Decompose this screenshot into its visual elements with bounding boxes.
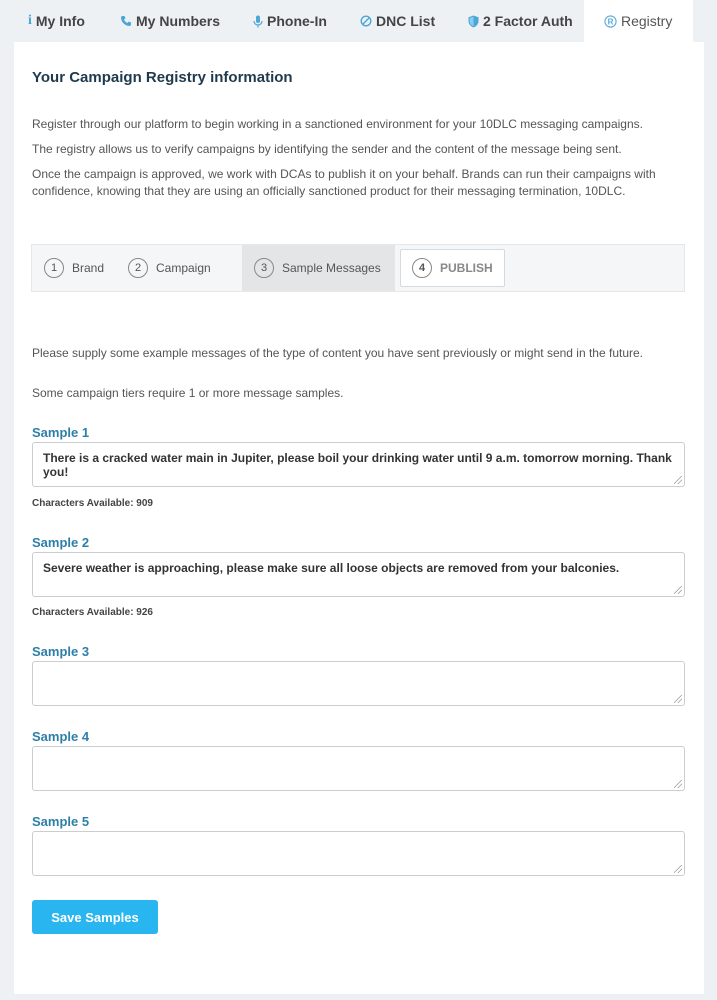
tab-my-info[interactable]: [0, 0, 94, 42]
phone-icon: [120, 15, 132, 27]
sample-1-label: Sample 1: [32, 425, 90, 440]
step-number: 3: [254, 258, 274, 278]
tab-my-numbers[interactable]: [94, 0, 235, 42]
resize-handle-icon[interactable]: [674, 695, 682, 703]
instructions-line-1: Please supply some example messages of the type of content you have sent previously or might send in the future.: [32, 346, 644, 360]
sample-2-characters-available: Characters Available: 926: [32, 607, 153, 618]
step-publish[interactable]: [400, 249, 505, 287]
tab-dnc-list[interactable]: [352, 0, 460, 42]
sample-3-label: Sample 3: [32, 644, 90, 659]
resize-handle-icon[interactable]: [674, 780, 682, 788]
sample-5-textarea[interactable]: [32, 831, 685, 876]
blocked-icon: [360, 15, 372, 27]
resize-handle-icon[interactable]: [674, 865, 682, 873]
tab-label: DNC List: [376, 13, 436, 29]
tab-phone-in[interactable]: [235, 0, 352, 42]
sample-2-text: Severe weather is approaching, please make sure all loose objects are removed from your balconies.: [43, 561, 620, 575]
step-campaign[interactable]: [128, 245, 242, 291]
sample-1-textarea[interactable]: [32, 442, 685, 487]
tab-label: 2 Factor Auth: [483, 13, 573, 29]
sample-1-text: There is a cracked water main in Jupiter, please boil your drinking water until 9 a.m. tomorrow morning. Thank you!: [43, 451, 672, 479]
sample-2-textarea[interactable]: [32, 552, 685, 597]
step-sample-messages[interactable]: [242, 245, 395, 291]
resize-handle-icon[interactable]: [674, 586, 682, 594]
resize-handle-icon[interactable]: [674, 476, 682, 484]
registration-stepper: [31, 244, 685, 292]
tab-label: My Info: [35, 13, 85, 29]
tab-bar: [0, 0, 717, 42]
microphone-icon: [253, 15, 263, 28]
info-icon: i: [28, 13, 32, 28]
tab-label: Registry: [621, 13, 673, 29]
svg-text:R: R: [607, 16, 614, 26]
sample-2-label: Sample 2: [32, 535, 90, 550]
step-label: Brand: [72, 261, 105, 275]
step-label: Campaign: [156, 261, 211, 275]
tab-label: Phone-In: [267, 13, 327, 29]
shield-icon: [468, 15, 479, 28]
intro-paragraph-3: Once the campaign is approved, we work with DCAs to publish it on your behalf. Brands can run their campaigns with confidence, knowing that they are using an officially sanctioned product for their messaging termination, 10DLC.: [32, 167, 656, 198]
step-label: Sample Messages: [282, 261, 381, 275]
page-title: Your Campaign Registry information: [32, 69, 293, 86]
step-number: 1: [44, 258, 64, 278]
step-label: PUBLISH: [440, 261, 493, 275]
instructions-line-2: Some campaign tiers require 1 or more message samples.: [32, 386, 344, 400]
step-brand[interactable]: [32, 245, 128, 291]
registry-panel: [14, 42, 704, 994]
step-number: 4: [412, 258, 432, 278]
intro-paragraph-1: Register through our platform to begin working in a sanctioned environment for your 10DLC messaging campaigns.: [32, 117, 643, 131]
save-samples-button[interactable]: Save Samples: [32, 900, 158, 934]
intro-paragraph-2: The registry allows us to verify campaigns by identifying the sender and the content of the message being sent.: [32, 142, 622, 156]
sample-3-textarea[interactable]: [32, 661, 685, 706]
registered-icon: [604, 15, 617, 28]
sample-5-label: Sample 5: [32, 814, 90, 829]
sample-4-textarea[interactable]: [32, 746, 685, 791]
sample-1-characters-available: Characters Available: 909: [32, 498, 153, 509]
tab-registry[interactable]: [584, 0, 693, 42]
sample-4-label: Sample 4: [32, 729, 90, 744]
tab-2-factor-auth[interactable]: [460, 0, 584, 42]
tab-label: My Numbers: [136, 13, 221, 29]
step-number: 2: [128, 258, 148, 278]
